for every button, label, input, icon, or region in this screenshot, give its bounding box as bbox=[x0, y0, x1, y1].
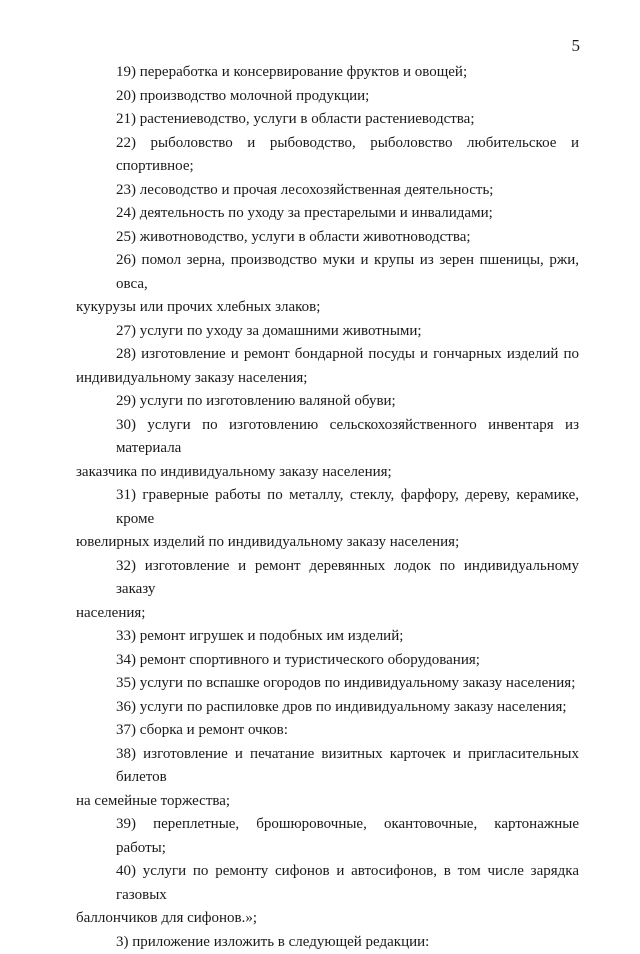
list-item-first-line: 29) услуги по изготовлению валяной обуви; bbox=[76, 390, 579, 414]
list-item-continuation: на семейные торжества; bbox=[76, 790, 579, 814]
list-item bbox=[76, 696, 579, 720]
list-item bbox=[76, 202, 579, 226]
list-item bbox=[76, 555, 579, 626]
list-item bbox=[76, 672, 579, 696]
list-item bbox=[76, 132, 579, 179]
list-item-first-line: 37) сборка и ремонт очков: bbox=[76, 719, 579, 743]
numbered-list bbox=[76, 61, 579, 954]
list-item bbox=[76, 390, 579, 414]
list-item bbox=[76, 813, 579, 860]
list-item-continuation: ювелирных изделий по индивидуальному заказу населения; bbox=[76, 531, 579, 555]
list-item bbox=[76, 414, 579, 485]
list-item-continuation: кукурузы или прочих хлебных злаков; bbox=[76, 296, 579, 320]
list-item-first-line: 33) ремонт игрушек и подобных им изделий; bbox=[76, 625, 579, 649]
list-item bbox=[76, 320, 579, 344]
list-item bbox=[76, 61, 579, 85]
list-item bbox=[76, 743, 579, 814]
list-item bbox=[76, 931, 579, 954]
list-item-continuation: заказчика по индивидуальному заказу населения; bbox=[76, 461, 579, 485]
list-item-first-line: 28) изготовление и ремонт бондарной посуды и гончарных изделий по bbox=[76, 343, 579, 367]
list-item bbox=[76, 649, 579, 673]
list-item-continuation: индивидуальному заказу населения; bbox=[76, 367, 579, 391]
list-item-first-line: 38) изготовление и печатание визитных карточек и пригласительных билетов bbox=[76, 743, 579, 790]
list-item-first-line: 35) услуги по вспашке огородов по индивидуальному заказу населения; bbox=[76, 672, 579, 696]
list-item bbox=[76, 860, 579, 931]
list-item-first-line: 34) ремонт спортивного и туристического оборудования; bbox=[76, 649, 579, 673]
list-item-first-line: 22) рыболовство и рыбоводство, рыболовство любительское и спортивное; bbox=[76, 132, 579, 179]
list-item-first-line: 32) изготовление и ремонт деревянных лодок по индивидуальному заказу bbox=[76, 555, 579, 602]
list-item-continuation: баллончиков для сифонов.»; bbox=[76, 907, 579, 931]
list-item bbox=[76, 85, 579, 109]
list-item-first-line: 31) граверные работы по металлу, стеклу, фарфору, дереву, керамике, кроме bbox=[76, 484, 579, 531]
list-item-first-line: 40) услуги по ремонту сифонов и автосифонов, в том числе зарядка газовых bbox=[76, 860, 579, 907]
list-item-first-line: 3) приложение изложить в следующей редакции: bbox=[76, 931, 579, 954]
list-item-first-line: 19) переработка и консервирование фруктов и овощей; bbox=[76, 61, 579, 85]
list-item-first-line: 26) помол зерна, производство муки и крупы из зерен пшеницы, ржи, овса, bbox=[76, 249, 579, 296]
page-number: 5 bbox=[572, 36, 581, 56]
list-item bbox=[76, 108, 579, 132]
list-item bbox=[76, 484, 579, 555]
list-item bbox=[76, 343, 579, 390]
list-item-first-line: 20) производство молочной продукции; bbox=[76, 85, 579, 109]
list-item-first-line: 23) лесоводство и прочая лесохозяйственная деятельность; bbox=[76, 179, 579, 203]
list-item-first-line: 39) переплетные, брошюровочные, окантовочные, картонажные работы; bbox=[76, 813, 579, 860]
list-item bbox=[76, 179, 579, 203]
list-item-continuation: населения; bbox=[76, 602, 579, 626]
list-item-first-line: 36) услуги по распиловке дров по индивидуальному заказу населения; bbox=[76, 696, 579, 720]
list-item bbox=[76, 625, 579, 649]
list-item-first-line: 25) животноводство, услуги в области животноводства; bbox=[76, 226, 579, 250]
list-item bbox=[76, 249, 579, 320]
list-item-first-line: 24) деятельность по уходу за престарелыми и инвалидами; bbox=[76, 202, 579, 226]
list-item bbox=[76, 719, 579, 743]
list-item-first-line: 27) услуги по уходу за домашними животными; bbox=[76, 320, 579, 344]
list-item bbox=[76, 226, 579, 250]
list-item-first-line: 21) растениеводство, услуги в области растениеводства; bbox=[76, 108, 579, 132]
list-item-first-line: 30) услуги по изготовлению сельскохозяйственного инвентаря из материала bbox=[76, 414, 579, 461]
